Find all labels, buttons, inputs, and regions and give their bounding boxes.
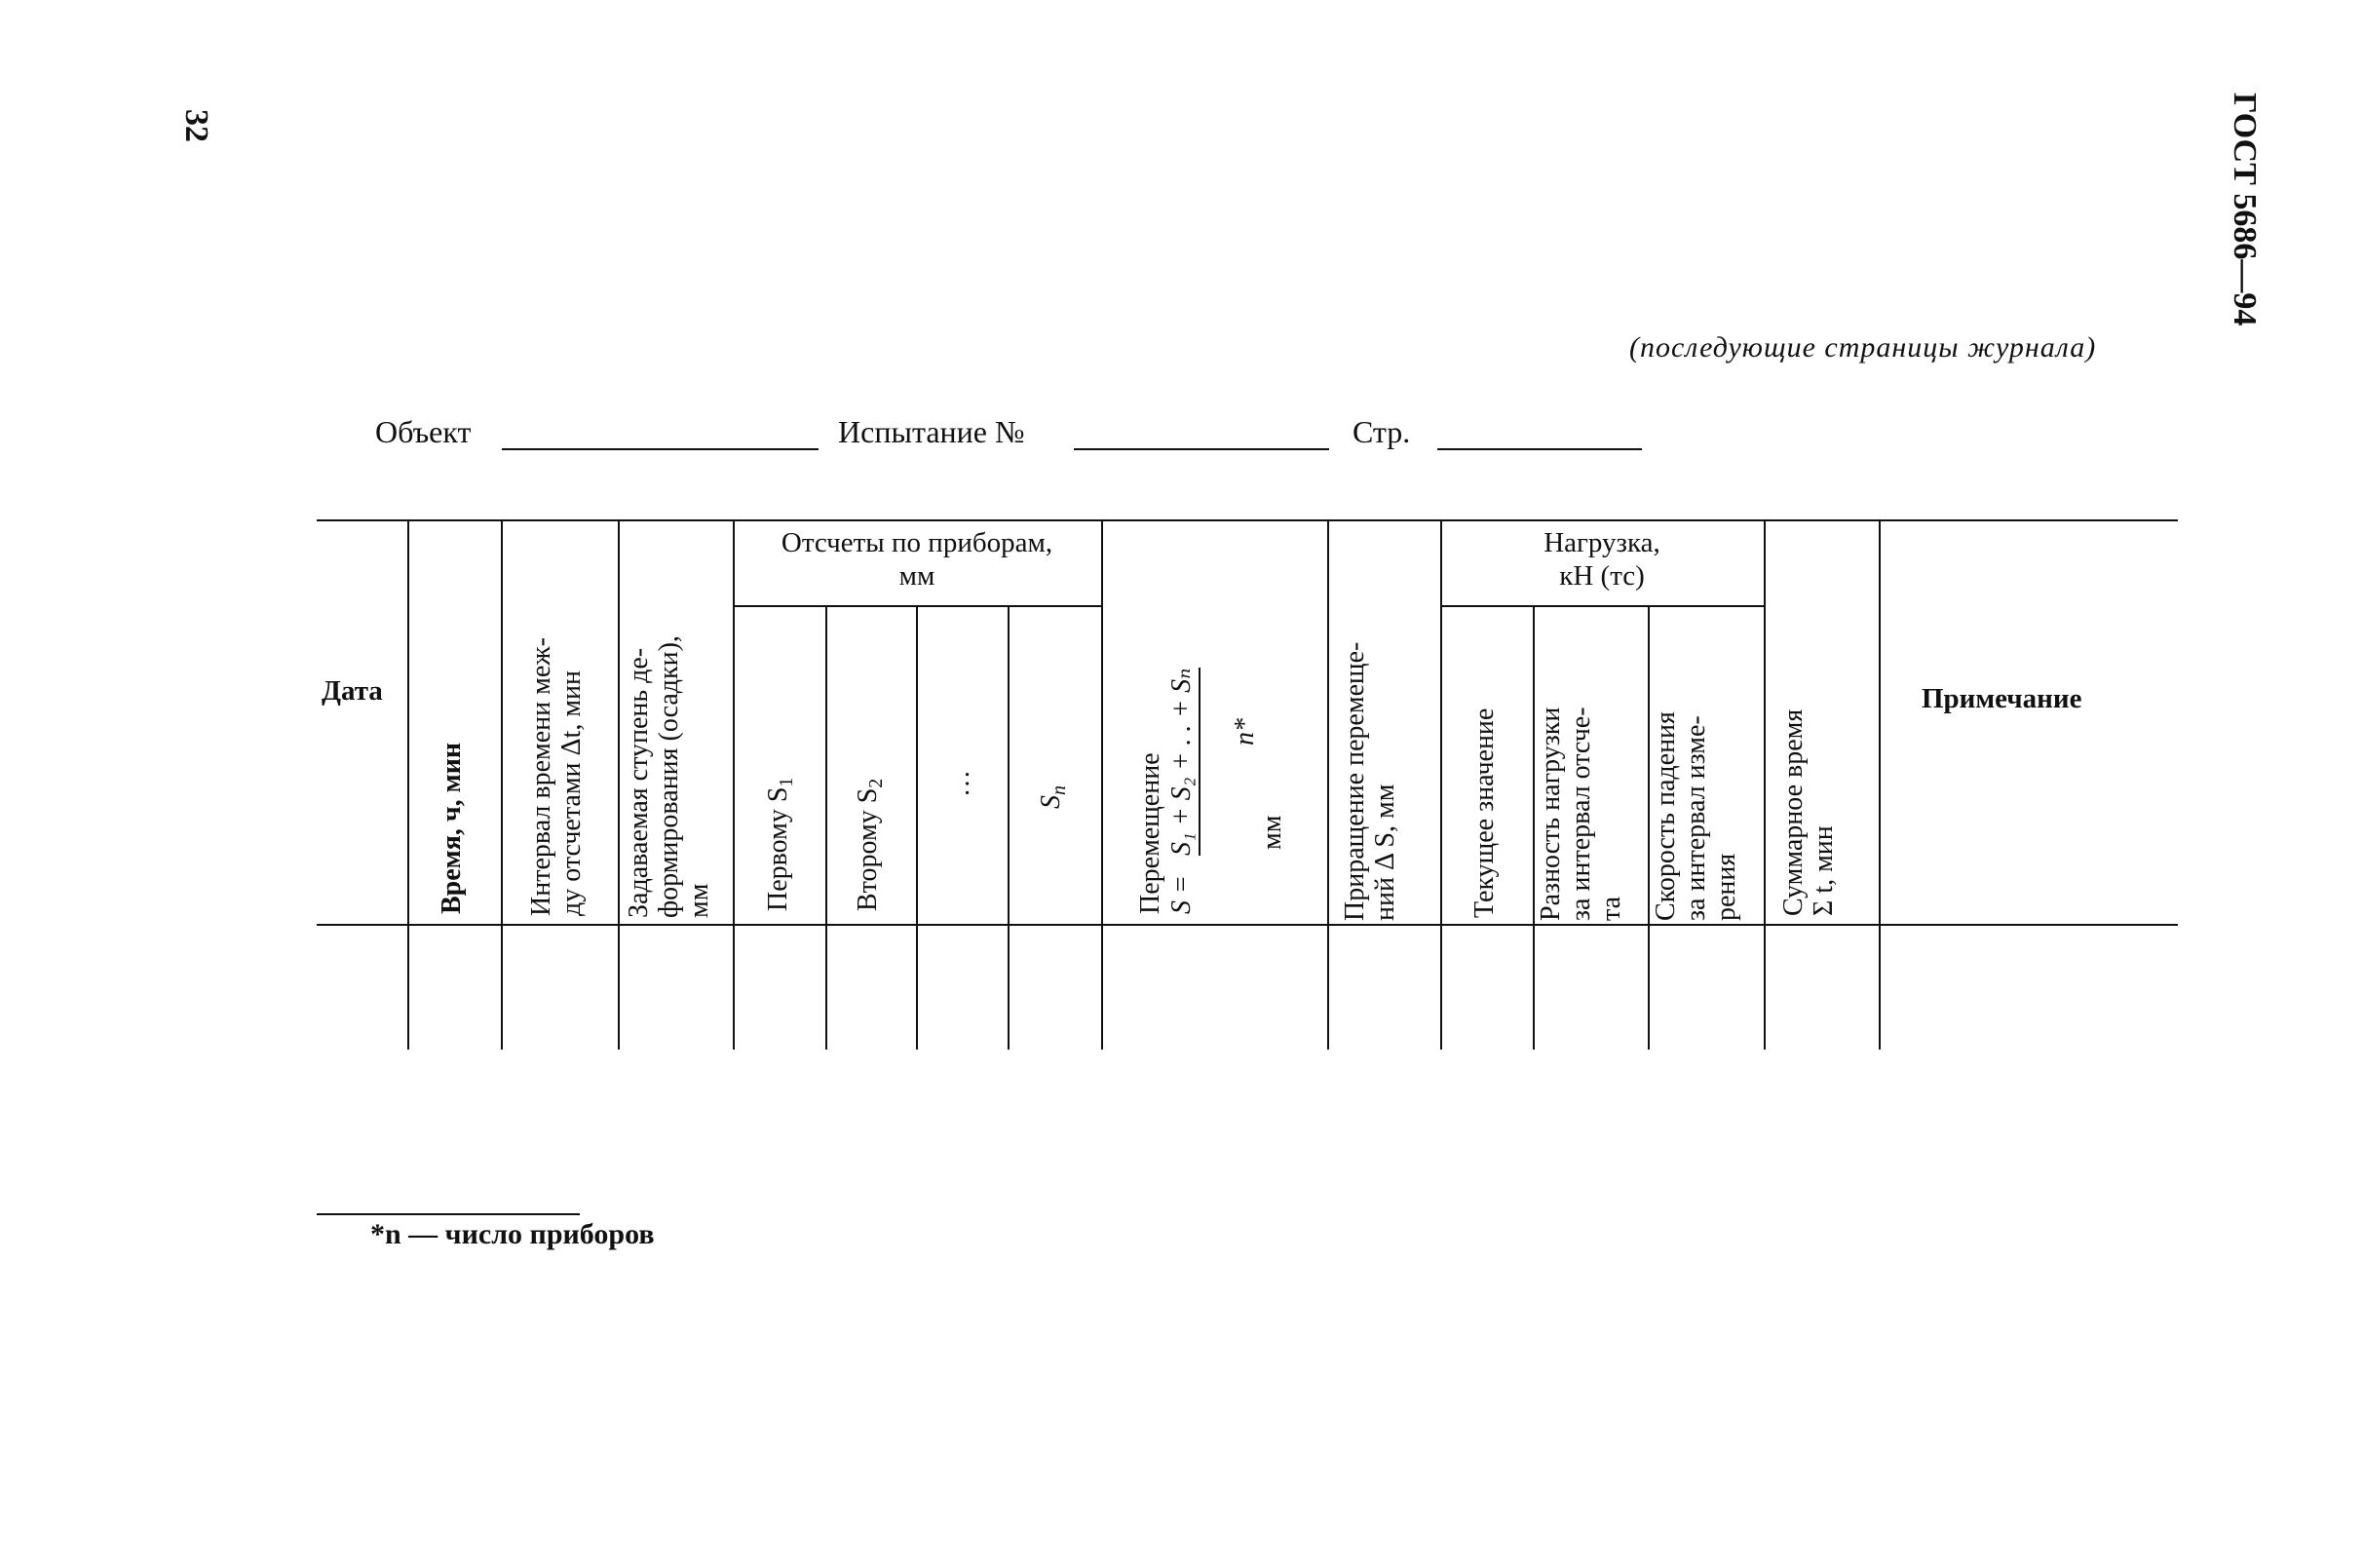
header-drop-rate bbox=[1651, 711, 1741, 921]
footnote: *n — число приборов bbox=[370, 1218, 655, 1250]
header-first-instrument bbox=[763, 778, 802, 911]
header-displacement bbox=[1135, 752, 1165, 914]
standard-code: ГОСТ 5686—94 bbox=[2227, 93, 2263, 326]
cell-displacement[interactable] bbox=[1101, 926, 1327, 1050]
object-field[interactable] bbox=[502, 448, 819, 450]
cell-step[interactable] bbox=[618, 926, 733, 1050]
col-divider bbox=[1764, 519, 1766, 1050]
header-first-label: Первому S bbox=[763, 786, 793, 911]
header-load-group bbox=[1440, 526, 1764, 593]
header-first-sub: 1 bbox=[776, 777, 797, 787]
header-displacement-title: Перемещение bbox=[1135, 752, 1165, 914]
object-label: Объект bbox=[375, 414, 472, 449]
header-total-time bbox=[1778, 709, 1839, 916]
col-divider bbox=[1440, 519, 1442, 1050]
cell-time[interactable] bbox=[407, 926, 501, 1050]
header-second-sub: 2 bbox=[865, 778, 887, 788]
header-second-instrument bbox=[853, 779, 892, 911]
test-label: Испытание № bbox=[838, 414, 1025, 449]
header-deformation-step bbox=[624, 635, 714, 918]
test-number-field[interactable] bbox=[1074, 448, 1329, 450]
header-speed-line3: рения bbox=[1711, 853, 1741, 921]
page-number-field[interactable] bbox=[1437, 448, 1642, 450]
header-speed-line2: за интервал изме- bbox=[1681, 715, 1711, 921]
header-step-line1: Задаваемая ступень де- bbox=[624, 647, 654, 918]
header-interval bbox=[526, 637, 587, 916]
header-displacement-prefix: S = bbox=[1166, 875, 1197, 914]
col-divider bbox=[1008, 605, 1010, 1050]
col-divider bbox=[1533, 605, 1535, 1050]
col-divider bbox=[825, 605, 827, 1050]
header-interval-line2: ду отсчетами Δt, мин bbox=[556, 669, 587, 916]
header-notes: Примечание bbox=[1922, 683, 2082, 714]
col-divider bbox=[733, 519, 735, 1050]
header-displacement-numerator: S₁ + S₂ + . . + Sₙ bbox=[1166, 669, 1201, 857]
header-interval-line1: Интервал времени меж- bbox=[526, 637, 556, 916]
table-top-rule bbox=[317, 519, 2178, 521]
header-readings-line2: мм bbox=[898, 560, 935, 592]
col-divider bbox=[916, 605, 918, 1050]
header-readings-group bbox=[733, 526, 1101, 593]
header-load-line2: кН (тс) bbox=[1559, 560, 1645, 592]
header-total-line1: Суммарное время bbox=[1778, 708, 1809, 916]
header-diff-line3: та bbox=[1596, 896, 1626, 921]
load-subheader-rule bbox=[1440, 605, 1764, 607]
header-diff-line1: Разность нагрузки bbox=[1536, 707, 1566, 921]
page-number: 32 bbox=[178, 109, 214, 142]
header-increment-line2: ний Δ S, мм bbox=[1370, 784, 1400, 921]
header-displacement-unit: мм bbox=[1257, 815, 1287, 850]
header-increment-line1: Приращение перемеще- bbox=[1340, 641, 1370, 921]
header-step-line3: мм bbox=[684, 883, 714, 918]
header-readings-line1: Отсчеты по приборам, bbox=[781, 527, 1053, 558]
page-label: Стр. bbox=[1353, 414, 1411, 449]
header-increment bbox=[1340, 642, 1400, 921]
header-step-line2: формирования (осадки), bbox=[654, 635, 684, 918]
header-nth-instrument bbox=[1036, 785, 1075, 809]
header-diff-line2: за интервал отсче- bbox=[1566, 707, 1596, 921]
col-divider bbox=[1648, 605, 1650, 1050]
header-date: Дата bbox=[322, 675, 383, 707]
header-total-line2: Σ t, мин bbox=[1809, 825, 1839, 916]
page-subtitle: (последующие страницы журнала) bbox=[1629, 331, 2097, 363]
col-divider bbox=[1327, 519, 1329, 1050]
header-speed-line1: Скорость падения bbox=[1651, 711, 1681, 921]
header-load-difference bbox=[1536, 707, 1626, 921]
header-sn-label: S bbox=[1036, 795, 1066, 809]
cell-interval[interactable] bbox=[501, 926, 618, 1050]
header-sn-sub: n bbox=[1048, 785, 1070, 795]
header-ellipsis: … bbox=[945, 770, 975, 797]
cell-notes[interactable] bbox=[1879, 926, 2171, 1050]
header-second-label: Второму S bbox=[853, 787, 883, 911]
header-current-value: Текущее значение bbox=[1469, 708, 1500, 918]
header-load-line1: Нагрузка, bbox=[1544, 527, 1660, 558]
header-time: Время, ч, мин bbox=[437, 742, 467, 914]
footnote-rule bbox=[317, 1213, 580, 1215]
header-displacement-denominator: n* bbox=[1230, 718, 1260, 746]
